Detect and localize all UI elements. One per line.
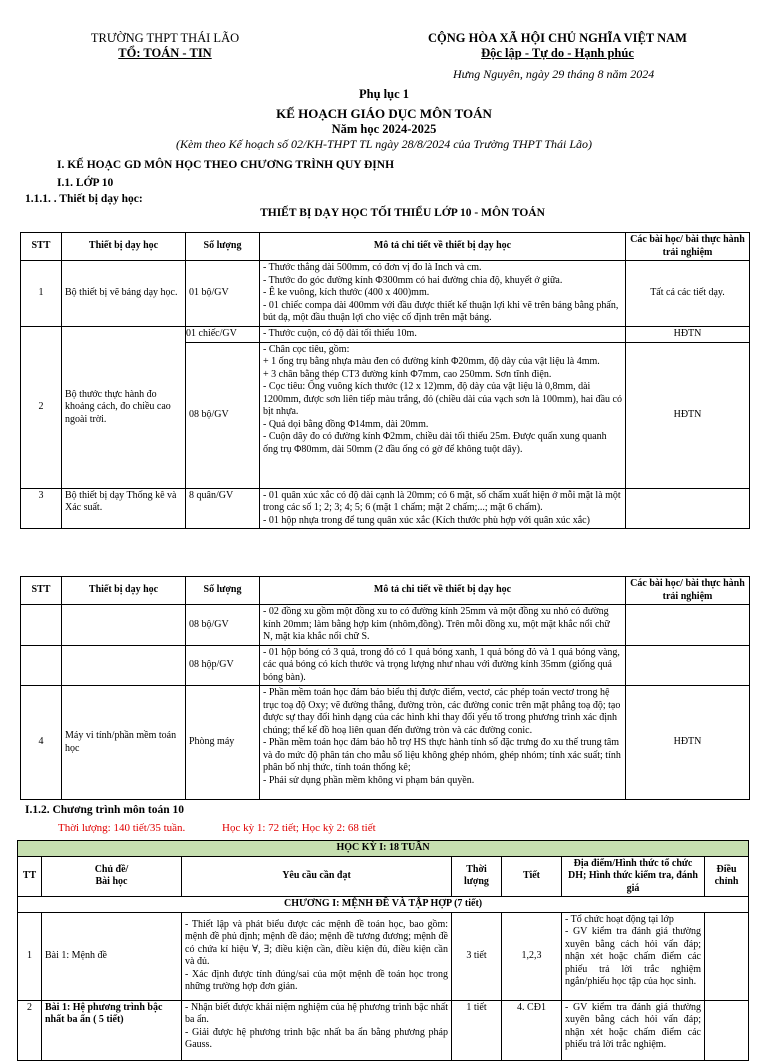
duration-note: Thời lượng: 140 tiết/35 tuần. xyxy=(58,822,186,834)
row-adjust xyxy=(705,1000,749,1060)
row-topic: Bài 1: Mệnh đề xyxy=(42,912,182,1000)
col-header-qty: Số lượng xyxy=(186,233,260,261)
table-row xyxy=(21,605,750,646)
row-stt: 3 xyxy=(21,488,62,529)
document-date: Hưng Nguyên, ngày 29 tháng 8 năm 2024 xyxy=(453,67,655,81)
equipment-table xyxy=(20,232,750,529)
row-stt: 4 xyxy=(21,686,62,800)
row-qty: 08 bộ/GV xyxy=(186,605,260,646)
row-desc: - 01 hộp bóng có 3 quả, trong đó có 1 quả bóng xanh, 1 quả bóng đỏ và 1 quả bóng vàng, các quả bóng có kích thước và trọng lượng như nhau với đường kính 35mm (giống quả bóng bàn). xyxy=(260,645,626,686)
row-qty: 08 bộ/GV xyxy=(186,342,260,488)
appendix-label: Phụ lục 1 xyxy=(358,87,409,101)
equipment-table-title: THIẾT BỊ DẠY HỌC TỐI THIỂU LỚP 10 - MÔN TOÁN xyxy=(260,207,545,219)
table-row xyxy=(21,261,750,327)
row-device: Máy vi tính/phần mềm toán học xyxy=(62,686,186,800)
col-header-stt: STT xyxy=(21,233,62,261)
row-qty: 01 chiếc/GV xyxy=(186,327,260,343)
chapter-header: CHƯƠNG I: MỆNH ĐỀ VÀ TẬP HỢP (7 tiết) xyxy=(18,897,749,913)
col-header-qty: Số lượng xyxy=(186,577,260,605)
col-header-device: Thiết bị dạy học xyxy=(62,577,186,605)
table-row xyxy=(21,686,750,800)
col-header-tt: TT xyxy=(18,856,42,897)
row-desc: - Thước cuộn, có độ dài tối thiểu 10m. xyxy=(260,327,626,343)
row-lesson xyxy=(626,605,750,646)
col-header-topic: Chủ đề/ Bài học xyxy=(42,856,182,897)
section-heading-1-1-1: 1.1.1. . Thiết bị dạy học: xyxy=(25,193,143,205)
row-qty: Phòng máy xyxy=(186,686,260,800)
col-header-desc: Mô tả chi tiết về thiết bị dạy học xyxy=(260,233,626,261)
nation-title: CỘNG HÒA XÃ HỘI CHỦ NGHĨA VIỆT NAM xyxy=(428,31,687,45)
row-duration: 1 tiết xyxy=(452,1000,502,1060)
col-header-desc: Mô tả chi tiết về thiết bị dạy học xyxy=(260,577,626,605)
row-device: Bộ thước thực hành đo khoảng cách, đo chiều cao ngoài trời. xyxy=(62,327,186,489)
row-tt: 1 xyxy=(18,912,42,1000)
row-device: Bộ thiết bị vẽ bảng dạy học. xyxy=(62,261,186,327)
row-lesson xyxy=(626,645,750,686)
row-desc: - Thước thẳng dài 500mm, có đơn vị đo là Inch và cm. - Thước đo góc đường kính Φ300mm có hai đường chia độ, khuyết ở giữa. - Ê ke vuông, kích thước (400 x 400)mm. - 01 chiếc compa dài 400mm với đầu được thiết kế thuận lợi khi vẽ trên bảng bằng phấn, bút dạ, một đầu thuận lợi cho việc cố định trên mặt bảng. xyxy=(260,261,626,327)
department-name: TỔ: TOÁN - TIN xyxy=(118,46,212,60)
semester-periods-note: Học kỳ 1: 72 tiết; Học kỳ 2: 68 tiết xyxy=(222,822,376,834)
col-header-adjust: Điều chỉnh xyxy=(705,856,749,897)
col-header-requirement: Yêu cầu cần đạt xyxy=(182,856,452,897)
row-lesson: HĐTN xyxy=(626,327,750,343)
col-header-duration: Thời lượng xyxy=(452,856,502,897)
table-row xyxy=(21,327,750,343)
school-name: TRƯỜNG THPT THÁI LÃO xyxy=(90,31,240,45)
row-stt: 2 xyxy=(21,327,62,489)
row-device: Bộ thiết bị dạy Thống kê và Xác suất. xyxy=(62,488,186,529)
row-requirement: - Thiết lập và phát biểu được các mệnh đề toán học, bao gồm: mệnh đề phủ định; mệnh đề đảo; mệnh đề tương đương; mệnh đề có chứa kí hiệu ∀, ∃; điều kiện cần, điều kiện đủ, điều kiện cần và đủ. - Xác định được tính đúng/sai của một mệnh đề toán học trong những trường hợp đơn giản. xyxy=(182,912,452,1000)
col-header-lessons: Các bài học/ bài thực hành trải nghiệm xyxy=(626,233,750,261)
row-qty: 08 hộp/GV xyxy=(186,645,260,686)
syllabus-table xyxy=(17,840,749,1061)
col-header-lessons: Các bài học/ bài thực hành trải nghiệm xyxy=(626,577,750,605)
row-qty: 01 bộ/GV xyxy=(186,261,260,327)
row-lesson xyxy=(626,488,750,529)
row-lesson: Tất cả các tiết dạy. xyxy=(626,261,750,327)
row-place: - GV kiểm tra đánh giá thường xuyên bằng cách hỏi vấn đáp; nhận xét hoặc chấm điểm các phiếu trả lời trắc nghiệm. xyxy=(562,1000,705,1060)
row-device xyxy=(62,605,186,646)
col-header-stt: STT xyxy=(21,577,62,605)
row-desc: - Phần mềm toán học đảm bảo biểu thị được điểm, vectơ, các phép toán vectơ trong hệ trục toạ độ Oxy; vẽ đường thẳng, đường tròn, các đường conic trên mặt phẳng toạ độ; tạo được sự thay đổi hình dạng của các hình khi thay đổi yếu tố trong phương trình xác định chúng; thể kế đồ hoạ liên quan đến đường tròn và các đường conic. - Phần mềm toán học đảm bảo hỗ trợ HS thực hành tính số đặc trưng đo xu thế trung tâm và đo mức độ phân tán cho mẫu số liệu không ghép nhóm, ghép nhóm; tính xác suất; tính phân bố nhị thức, tính toán thống kê; - Phải sử dụng phần mềm không vi phạm bản quyền. xyxy=(260,686,626,800)
row-qty: 8 quân/GV xyxy=(186,488,260,529)
row-device xyxy=(62,645,186,686)
col-header-place: Địa điểm/Hình thức tổ chức DH; Hình thức kiểm tra, đánh giá xyxy=(562,856,705,897)
document-title: KẾ HOẠCH GIÁO DỤC MÔN TOÁN xyxy=(276,106,492,121)
row-lesson: HĐTN xyxy=(626,686,750,800)
table-row xyxy=(18,912,749,1000)
col-header-device: Thiết bị dạy học xyxy=(62,233,186,261)
table-row xyxy=(18,1000,749,1060)
row-duration: 3 tiết xyxy=(452,912,502,1000)
row-topic: Bài 1: Hệ phương trình bậc nhất ba ẩn ( 5 tiết) xyxy=(42,1000,182,1060)
row-requirement: - Nhận biết được khái niệm nghiệm của hệ phương trình bậc nhất ba ẩn. - Giải được hệ phương trình bậc nhất ba ẩn bằng phương pháp Gauss. xyxy=(182,1000,452,1060)
section-heading-1-1-2: I.1.2. Chương trình môn toán 10 xyxy=(25,804,184,816)
col-header-period: Tiết xyxy=(502,856,562,897)
row-desc: - Chân cọc tiêu, gồm: + 1 ống trụ bằng nhựa màu đen có đường kính Φ20mm, độ dày của vật liệu là 4mm. + 3 chân bằng thép CT3 đường kính Φ7mm, cao 250mm. Sơn tĩnh điện. - Cọc tiêu: Ống vuông kích thước (12 x 12)mm, độ dày của vật liệu là 0,8mm, dài 1200mm, được sơn liên tiếp màu trắng, đỏ (chiều dài của vạch sơn là 100mm), hai đầu có bịt nhựa. - Quả dọi bằng đồng Φ14mm, dài 20mm. - Cuộn dây đo có đường kính Φ2mm, chiều dài tối thiểu 25m. Được quấn xung quanh ống trụ Φ80mm, dài 50mm (2 đầu ống có gờ để không tuột dây). xyxy=(260,342,626,488)
row-stt: 1 xyxy=(21,261,62,327)
row-place: - Tổ chức hoạt động tại lớp - GV kiểm tra đánh giá thường xuyên bằng cách hỏi vấn đáp; nhận xét hoặc chấm điểm các phiếu trả lời trắc nghiệm ngắn/phiếu học tập của học sinh. xyxy=(562,912,705,1000)
row-period: 1,2,3 xyxy=(502,912,562,1000)
table-row xyxy=(21,645,750,686)
row-stt xyxy=(21,605,62,646)
school-year: Năm học 2024-2025 xyxy=(331,122,437,136)
equipment-table-continued xyxy=(20,576,750,800)
row-adjust xyxy=(705,912,749,1000)
attachment-note: (Kèm theo Kế hoạch số 02/KH-THPT TL ngày 28/8/2024 của Trường THPT Thái Lão) xyxy=(176,137,592,151)
row-tt: 2 xyxy=(18,1000,42,1060)
row-desc: - 01 quân xúc xắc có độ dài cạnh là 20mm; có 6 mặt, số chấm xuất hiện ở mỗi mặt là một trong các số 1; 2; 3; 4; 5; 6 (mặt 1 chấm; mặt 2 chấm;...; mặt 6 chấm). - 01 hộp nhựa trong để tung quân xúc xắc (Kích thước phù hợp với quân xúc xắc) xyxy=(260,488,626,529)
section-heading-1: I. KẾ HOẠC GD MÔN HỌC THEO CHƯƠNG TRÌNH QUY ĐỊNH xyxy=(57,159,395,171)
row-lesson: HĐTN xyxy=(626,342,750,488)
semester-header: HỌC KỲ I: 18 TUẦN xyxy=(18,841,749,857)
row-period: 4. CĐ1 xyxy=(502,1000,562,1060)
row-desc: - 02 đồng xu gồm một đồng xu to có đường kính 25mm và một đồng xu nhỏ có đường kính 20mm; làm bằng hợp kim (nhôm,đồng). Trên mỗi đồng xu, một mặt khắc nổi chữ N, mặt kia khắc nổi chữ S. xyxy=(260,605,626,646)
section-heading-1-1: I.1. LỚP 10 xyxy=(57,177,114,189)
row-stt xyxy=(21,645,62,686)
table-row xyxy=(21,488,750,529)
nation-motto: Độc lập - Tự do - Hạnh phúc xyxy=(481,46,634,60)
